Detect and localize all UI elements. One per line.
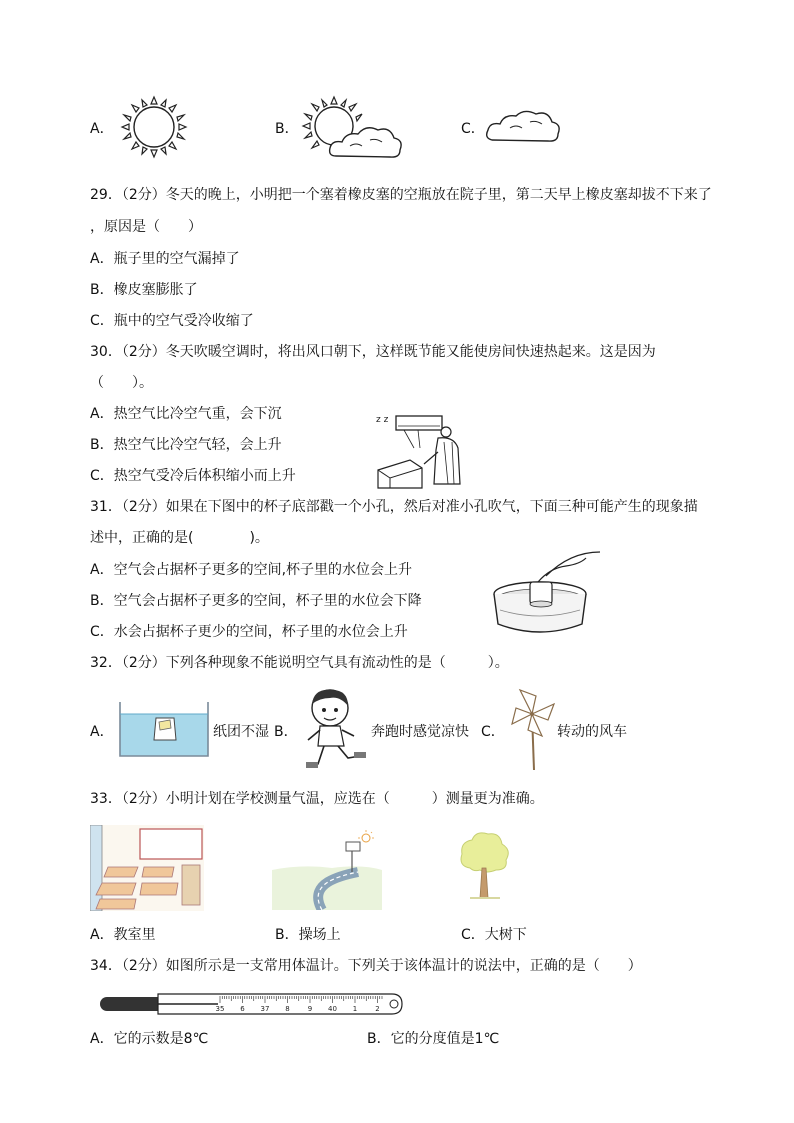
- q32-option-b-text: 奔跑时感觉凉快: [371, 724, 469, 740]
- running-boy-illustration: [300, 684, 370, 776]
- q33-option-a[interactable]: A．教室里: [90, 927, 156, 943]
- q29-option-b[interactable]: B．橡皮塞膨胀了: [90, 282, 198, 298]
- q32-option-c-text: 转动的风车: [557, 724, 627, 740]
- air-conditioner-illustration: [374, 408, 468, 494]
- q29-option-a[interactable]: A．瓶子里的空气漏掉了: [90, 251, 240, 267]
- thermometer-scale-label: 6: [240, 1005, 245, 1013]
- q32-option-c-label[interactable]: C．: [481, 724, 505, 740]
- svg-text:z z: z z: [376, 415, 389, 425]
- thermometer-scale-label: 2: [375, 1005, 380, 1013]
- thermometer-illustration: [98, 992, 404, 1018]
- q33-stem: 33．（2分）小明计划在学校测量气温，应选在（ ）测量更为准确。: [90, 791, 544, 807]
- classroom-illustration: [90, 825, 204, 911]
- q31-stem-line2: 述中，正确的是( )。: [90, 530, 269, 546]
- q28-option-a-label[interactable]: A．: [90, 121, 114, 137]
- q28-option-c-label[interactable]: C．: [461, 121, 485, 137]
- q31-option-a[interactable]: A．空气会占据杯子更多的空间,杯子里的水位会上升: [90, 562, 413, 578]
- q33-option-c[interactable]: C．大树下: [461, 927, 527, 943]
- q30-option-b[interactable]: B．热空气比冷空气轻，会上升: [90, 437, 282, 453]
- thermometer-scale-label: 37: [260, 1005, 270, 1013]
- water-tank-illustration: [118, 700, 210, 758]
- q29-stem-line1: 29．（2分）冬天的晚上，小明把一个塞着橡皮塞的空瓶放在院子里，第二天早上橡皮塞却拔不下来了: [90, 187, 712, 203]
- q32-option-b-label[interactable]: B．: [274, 724, 298, 740]
- thermometer-scale-label: 40: [328, 1005, 337, 1013]
- q30-stem-line1: 30．（2分）冬天吹暖空调时，将出风口朝下，这样既节能又能使房间快速热起来。这是因为: [90, 344, 656, 360]
- thermometer-scale-label: 1: [352, 1005, 358, 1013]
- q31-stem-line1: 31．（2分）如果在下图中的杯子底部戳一个小孔，然后对准小孔吹气，下面三种可能产生的现象描: [90, 499, 698, 515]
- q30-option-a[interactable]: A．热空气比冷空气重，会下沉: [90, 406, 282, 422]
- q29-option-c[interactable]: C．瓶中的空气受冷收缩了: [90, 313, 254, 329]
- thermometer-scale-label: 9: [307, 1005, 313, 1013]
- pinwheel-illustration: [510, 688, 556, 772]
- thermometer-scale-label: 8: [285, 1005, 290, 1013]
- q33-option-b[interactable]: B．操场上: [275, 927, 341, 943]
- q34-stem: 34．（2分）如图所示是一支常用体温计。下列关于该体温计的说法中，正确的是（ ）: [90, 958, 642, 974]
- tree-illustration: [456, 828, 512, 900]
- q31-option-b[interactable]: B．空气会占据杯子更多的空间，杯子里的水位会下降: [90, 593, 422, 609]
- q29-stem-line2: ，原因是（ ）: [90, 219, 202, 235]
- q34-option-b[interactable]: B．它的分度值是1℃: [367, 1031, 500, 1047]
- thermometer-scale-label: 35: [215, 1005, 225, 1013]
- sun-icon: [118, 94, 190, 160]
- q28-option-b-label[interactable]: B．: [275, 121, 299, 137]
- q32-option-a-text: 纸团不湿: [213, 724, 269, 740]
- cloud-icon: [484, 106, 562, 146]
- playground-illustration: [272, 830, 382, 910]
- q32-stem: 32．（2分）下列各种现象不能说明空气具有流动性的是（ ）。: [90, 655, 509, 671]
- sun-cloud-icon: [300, 94, 406, 164]
- q30-stem-line2: （ ）。: [90, 375, 153, 391]
- cup-in-water-illustration: [490, 548, 602, 634]
- q30-option-c[interactable]: C．热空气受冷后体积缩小而上升: [90, 468, 296, 484]
- q32-option-a-label[interactable]: A．: [90, 724, 114, 740]
- q34-option-a[interactable]: A．它的示数是8℃: [90, 1031, 209, 1047]
- q31-option-c[interactable]: C．水会占据杯子更少的空间，杯子里的水位会上升: [90, 624, 408, 640]
